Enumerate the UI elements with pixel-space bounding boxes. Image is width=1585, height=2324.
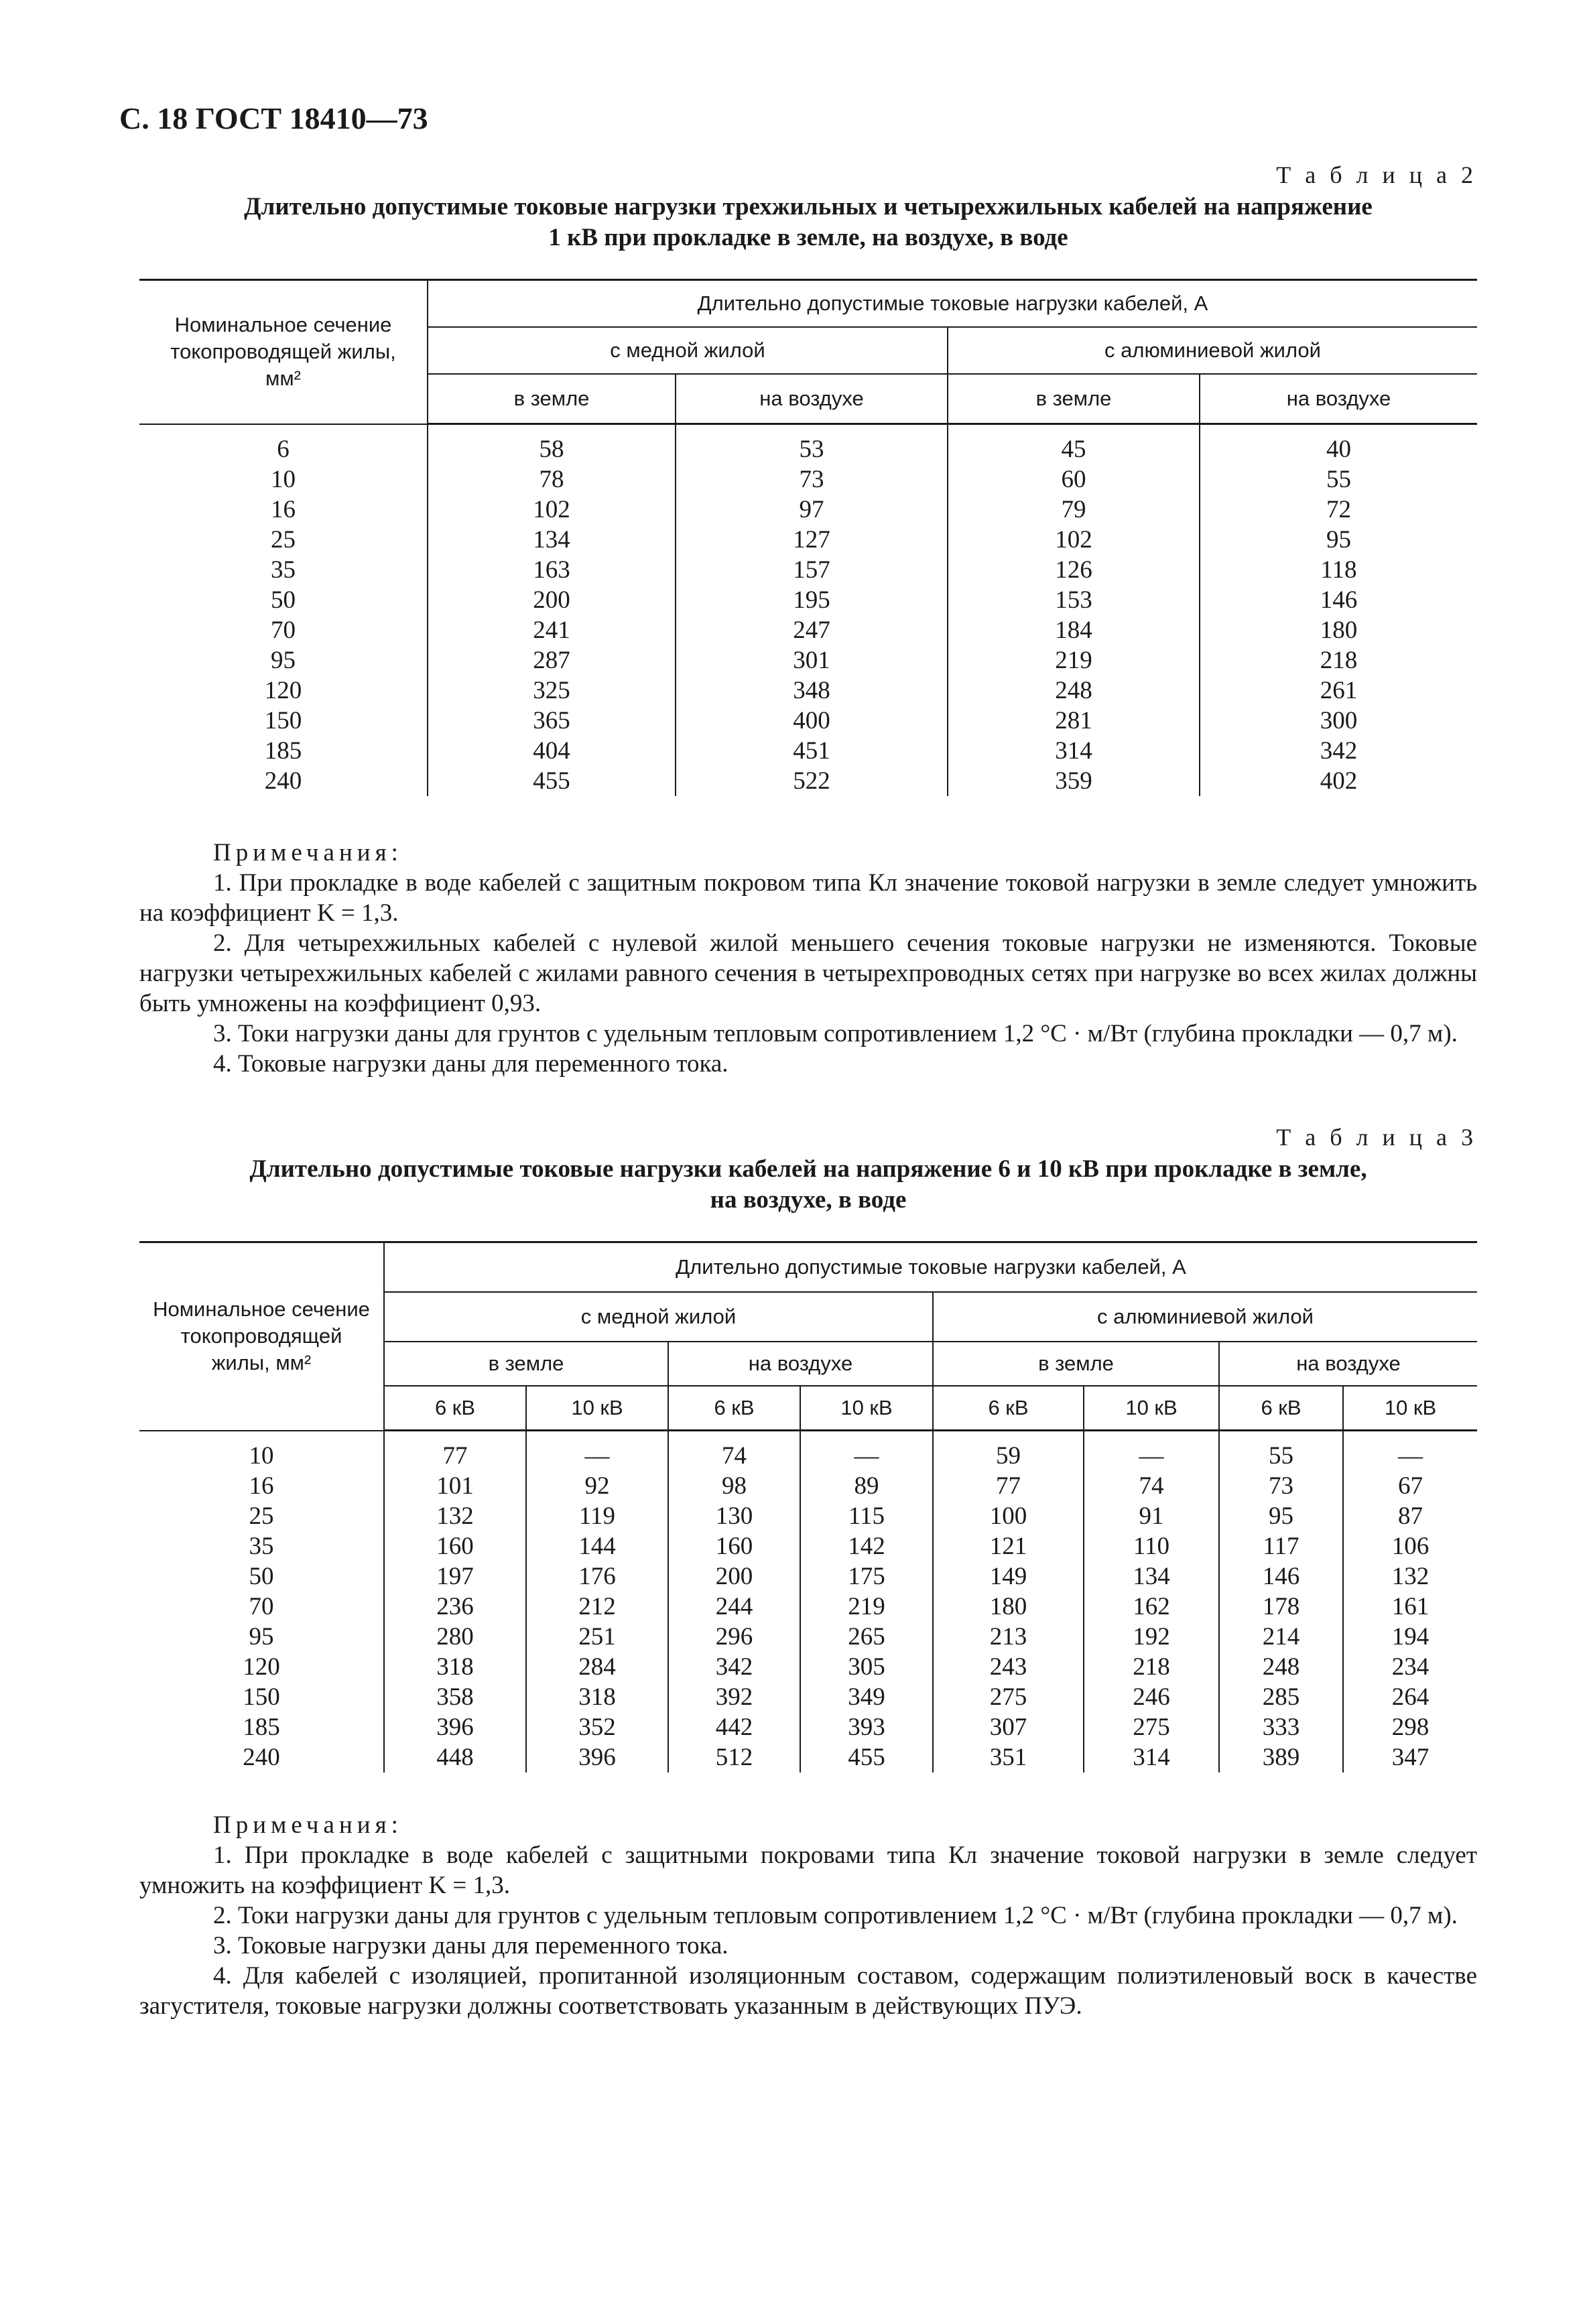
current-load-cell: 264 xyxy=(1343,1682,1477,1712)
current-load-cell: 77 xyxy=(933,1471,1084,1501)
current-load-cell: 442 xyxy=(668,1712,800,1742)
table-3-notes-title: Примечания: xyxy=(213,1811,403,1839)
current-load-cell: 100 xyxy=(933,1501,1084,1531)
current-load-cell: 89 xyxy=(800,1471,933,1501)
current-load-cell: 307 xyxy=(933,1712,1084,1742)
current-load-cell: 512 xyxy=(668,1742,800,1772)
current-load-cell: 115 xyxy=(800,1501,933,1531)
table-2-copper-header: с медной жилой xyxy=(428,327,948,374)
cross-section-cell: 50 xyxy=(139,1561,384,1592)
current-load-cell: 451 xyxy=(676,736,948,766)
cross-section-cell: 120 xyxy=(139,675,428,706)
table-3-copper-ground-header: в земле xyxy=(384,1342,668,1386)
table-3-group-header: Длительно допустимые токовые нагрузки кабелей, А xyxy=(384,1242,1477,1293)
cross-section-cell: 35 xyxy=(139,555,428,585)
current-load-cell: 275 xyxy=(933,1682,1084,1712)
table-row xyxy=(139,1652,1477,1682)
current-load-cell: 455 xyxy=(428,766,676,796)
current-load-cell: 95 xyxy=(1219,1501,1343,1531)
table-row xyxy=(139,1561,1477,1592)
table-2-note-1: 1. При прокладке в воде кабелей с защитным покровом типа Кл значение токовой нагрузки в земле следует умножить на коэффициент K = 1,3. xyxy=(139,869,1477,927)
current-load-cell: 130 xyxy=(668,1501,800,1531)
current-load-cell: 40 xyxy=(1200,424,1477,465)
current-load-cell: 404 xyxy=(428,736,676,766)
table-2-stub-header: Номинальное сечение токопроводящей жилы, мм² xyxy=(139,280,428,424)
current-load-cell: 134 xyxy=(1084,1561,1219,1592)
table-3-aluminum-header: с алюминиевой жилой xyxy=(933,1292,1477,1342)
table-2-aluminum-ground-header: в земле xyxy=(948,374,1200,424)
table-row xyxy=(139,736,1477,766)
table-row xyxy=(139,424,1477,465)
current-load-cell: 102 xyxy=(428,495,676,525)
current-load-cell: 287 xyxy=(428,645,676,675)
current-load-cell: 175 xyxy=(800,1561,933,1592)
current-load-cell: 342 xyxy=(1200,736,1477,766)
current-load-cell: 146 xyxy=(1219,1561,1343,1592)
current-load-cell: 106 xyxy=(1343,1531,1477,1561)
current-load-cell: 161 xyxy=(1343,1592,1477,1622)
current-load-cell: 251 xyxy=(526,1622,668,1652)
current-load-cell: 134 xyxy=(428,525,676,555)
current-load-cell: 244 xyxy=(668,1592,800,1622)
table-3 xyxy=(139,1241,1477,1772)
current-load-cell: 60 xyxy=(948,464,1200,495)
current-load-cell: — xyxy=(800,1431,933,1472)
current-load-cell: 218 xyxy=(1084,1652,1219,1682)
current-load-cell: 347 xyxy=(1343,1742,1477,1772)
current-load-cell: 197 xyxy=(384,1561,526,1592)
current-load-cell: 160 xyxy=(384,1531,526,1561)
current-load-cell: 393 xyxy=(800,1712,933,1742)
current-load-cell: 58 xyxy=(428,424,676,465)
current-load-cell: 349 xyxy=(800,1682,933,1712)
cross-section-cell: 95 xyxy=(139,1622,384,1652)
current-load-cell: 59 xyxy=(933,1431,1084,1472)
table-3-block xyxy=(139,1123,1477,2021)
table-2-copper-air-header: на воздухе xyxy=(676,374,948,424)
table-row xyxy=(139,585,1477,615)
table-3-kv10-header: 10 кВ xyxy=(1084,1386,1219,1431)
current-load-cell: 325 xyxy=(428,675,676,706)
current-load-cell: 358 xyxy=(384,1682,526,1712)
current-load-cell: 92 xyxy=(526,1471,668,1501)
table-3-body xyxy=(139,1431,1477,1773)
current-load-cell: 247 xyxy=(676,615,948,645)
current-load-cell: 365 xyxy=(428,706,676,736)
current-load-cell: 146 xyxy=(1200,585,1477,615)
table-row xyxy=(139,645,1477,675)
table-3-aluminum-ground-header: в земле xyxy=(933,1342,1219,1386)
table-2-caption-line-2: 1 кВ при прокладке в земле, на воздухе, в воде xyxy=(548,224,1068,251)
table-3-note-3: 3. Токовые нагрузки даны для переменного тока. xyxy=(213,1932,728,1959)
current-load-cell: 298 xyxy=(1343,1712,1477,1742)
table-3-copper-header: с медной жилой xyxy=(384,1292,933,1342)
table-2-note-4: 4. Токовые нагрузки даны для переменного тока. xyxy=(213,1050,728,1078)
table-3-caption-line-2: на воздухе, в воде xyxy=(710,1186,907,1214)
cross-section-cell: 16 xyxy=(139,1471,384,1501)
current-load-cell: 192 xyxy=(1084,1622,1219,1652)
table-row xyxy=(139,525,1477,555)
current-load-cell: 118 xyxy=(1200,555,1477,585)
current-load-cell: 522 xyxy=(676,766,948,796)
cross-section-cell: 240 xyxy=(139,1742,384,1772)
cross-section-cell: 16 xyxy=(139,495,428,525)
current-load-cell: 163 xyxy=(428,555,676,585)
current-load-cell: 132 xyxy=(1343,1561,1477,1592)
current-load-cell: 176 xyxy=(526,1561,668,1592)
table-2-aluminum-air-header: на воздухе xyxy=(1200,374,1477,424)
current-load-cell: 314 xyxy=(1084,1742,1219,1772)
table-row xyxy=(139,1712,1477,1742)
table-2-copper-ground-header: в земле xyxy=(428,374,676,424)
table-3-label: Т а б л и ц а 3 xyxy=(1276,1124,1477,1151)
current-load-cell: 280 xyxy=(384,1622,526,1652)
current-load-cell: 243 xyxy=(933,1652,1084,1682)
current-load-cell: 246 xyxy=(1084,1682,1219,1712)
current-load-cell: 448 xyxy=(384,1742,526,1772)
current-load-cell: 342 xyxy=(668,1652,800,1682)
current-load-cell: 212 xyxy=(526,1592,668,1622)
current-load-cell: 218 xyxy=(1200,645,1477,675)
cross-section-cell: 10 xyxy=(139,464,428,495)
current-load-cell: 392 xyxy=(668,1682,800,1712)
current-load-cell: 98 xyxy=(668,1471,800,1501)
current-load-cell: 97 xyxy=(676,495,948,525)
table-3-notes xyxy=(139,1810,1477,2021)
table-2-block xyxy=(139,161,1477,1079)
table-2-group-header: Длительно допустимые токовые нагрузки кабелей, А xyxy=(428,280,1477,328)
current-load-cell: 79 xyxy=(948,495,1200,525)
current-load-cell: — xyxy=(1343,1431,1477,1472)
cross-section-cell: 25 xyxy=(139,1501,384,1531)
current-load-cell: 127 xyxy=(676,525,948,555)
table-2 xyxy=(139,279,1477,796)
current-load-cell: 318 xyxy=(384,1652,526,1682)
table-3-stub-header: Номинальное сечение токопроводящей жилы, мм² xyxy=(139,1242,384,1431)
table-3-note-2: 2. Токи нагрузки даны для грунтов с удельным тепловым сопротивлением 1,2 °С · м/Вт (глубина прокладки — 0,7 м). xyxy=(213,1902,1458,1929)
table-2-body xyxy=(139,424,1477,797)
current-load-cell: 72 xyxy=(1200,495,1477,525)
current-load-cell: 55 xyxy=(1200,464,1477,495)
table-row xyxy=(139,675,1477,706)
cross-section-cell: 185 xyxy=(139,736,428,766)
table-2-notes-title: Примечания: xyxy=(213,839,403,866)
current-load-cell: 200 xyxy=(428,585,676,615)
table-row xyxy=(139,555,1477,585)
current-load-cell: 194 xyxy=(1343,1622,1477,1652)
cross-section-cell: 70 xyxy=(139,1592,384,1622)
current-load-cell: 333 xyxy=(1219,1712,1343,1742)
table-row xyxy=(139,1471,1477,1501)
current-load-cell: 180 xyxy=(933,1592,1084,1622)
cross-section-cell: 120 xyxy=(139,1652,384,1682)
current-load-cell: 55 xyxy=(1219,1431,1343,1472)
table-row xyxy=(139,766,1477,796)
current-load-cell: 281 xyxy=(948,706,1200,736)
table-3-aluminum-air-header: на воздухе xyxy=(1219,1342,1477,1386)
table-row xyxy=(139,495,1477,525)
cross-section-cell: 185 xyxy=(139,1712,384,1742)
current-load-cell: 284 xyxy=(526,1652,668,1682)
current-load-cell: 142 xyxy=(800,1531,933,1561)
current-load-cell: 275 xyxy=(1084,1712,1219,1742)
current-load-cell: 265 xyxy=(800,1622,933,1652)
table-2-note-3: 3. Токи нагрузки даны для грунтов с удельным тепловым сопротивлением 1,2 °С · м/Вт (глубина прокладки — 0,7 м). xyxy=(213,1020,1458,1047)
current-load-cell: — xyxy=(1084,1431,1219,1472)
table-row xyxy=(139,1622,1477,1652)
table-2-caption-line-1: Длительно допустимые токовые нагрузки трехжильных и четырехжильных кабелей на напряжение xyxy=(244,193,1373,220)
current-load-cell: 305 xyxy=(800,1652,933,1682)
current-load-cell: 455 xyxy=(800,1742,933,1772)
table-3-kv6-header: 6 кВ xyxy=(384,1386,526,1431)
table-3-kv10-header: 10 кВ xyxy=(526,1386,668,1431)
current-load-cell: 110 xyxy=(1084,1531,1219,1561)
current-load-cell: 126 xyxy=(948,555,1200,585)
table-row xyxy=(139,1431,1477,1472)
table-3-kv6-header: 6 кВ xyxy=(1219,1386,1343,1431)
table-row xyxy=(139,1531,1477,1561)
table-2-caption xyxy=(139,192,1477,253)
current-load-cell: 184 xyxy=(948,615,1200,645)
table-3-note-4: 4. Для кабелей с изоляцией, пропитанной изоляционным составом, содержащим полиэтиленовый воск в качестве загустителя, токовые нагрузки должны соответствовать указанным в действующих ПУЭ. xyxy=(139,1962,1477,2020)
current-load-cell: 396 xyxy=(526,1742,668,1772)
table-row xyxy=(139,1682,1477,1712)
cross-section-cell: 25 xyxy=(139,525,428,555)
current-load-cell: 248 xyxy=(1219,1652,1343,1682)
table-row xyxy=(139,615,1477,645)
current-load-cell: 248 xyxy=(948,675,1200,706)
current-load-cell: 400 xyxy=(676,706,948,736)
table-3-caption xyxy=(139,1154,1477,1216)
current-load-cell: 78 xyxy=(428,464,676,495)
current-load-cell: 73 xyxy=(1219,1471,1343,1501)
table-row xyxy=(139,1501,1477,1531)
current-load-cell: 73 xyxy=(676,464,948,495)
current-load-cell: 87 xyxy=(1343,1501,1477,1531)
table-3-caption-line-1: Длительно допустимые токовые нагрузки кабелей на напряжение 6 и 10 кВ при прокладке в земле, xyxy=(249,1155,1367,1183)
current-load-cell: 195 xyxy=(676,585,948,615)
current-load-cell: 314 xyxy=(948,736,1200,766)
current-load-cell: 389 xyxy=(1219,1742,1343,1772)
current-load-cell: 102 xyxy=(948,525,1200,555)
current-load-cell: 119 xyxy=(526,1501,668,1531)
current-load-cell: 261 xyxy=(1200,675,1477,706)
table-3-kv10-header: 10 кВ xyxy=(800,1386,933,1431)
current-load-cell: 285 xyxy=(1219,1682,1343,1712)
table-2-label: Т а б л и ц а 2 xyxy=(1276,162,1477,188)
table-3-kv6-header: 6 кВ xyxy=(668,1386,800,1431)
table-3-copper-air-header: на воздухе xyxy=(668,1342,933,1386)
table-2-aluminum-header: с алюминиевой жилой xyxy=(948,327,1477,374)
current-load-cell: 396 xyxy=(384,1712,526,1742)
current-load-cell: — xyxy=(526,1431,668,1472)
current-load-cell: 162 xyxy=(1084,1592,1219,1622)
current-load-cell: 402 xyxy=(1200,766,1477,796)
current-load-cell: 296 xyxy=(668,1622,800,1652)
table-row xyxy=(139,464,1477,495)
cross-section-cell: 95 xyxy=(139,645,428,675)
table-row xyxy=(139,1592,1477,1622)
current-load-cell: 300 xyxy=(1200,706,1477,736)
current-load-cell: 348 xyxy=(676,675,948,706)
current-load-cell: 178 xyxy=(1219,1592,1343,1622)
cross-section-cell: 10 xyxy=(139,1431,384,1472)
current-load-cell: 117 xyxy=(1219,1531,1343,1561)
current-load-cell: 234 xyxy=(1343,1652,1477,1682)
current-load-cell: 200 xyxy=(668,1561,800,1592)
current-load-cell: 236 xyxy=(384,1592,526,1622)
cross-section-cell: 150 xyxy=(139,1682,384,1712)
table-row xyxy=(139,1742,1477,1772)
page-header: С. 18 ГОСТ 18410—73 xyxy=(119,101,428,135)
current-load-cell: 91 xyxy=(1084,1501,1219,1531)
current-load-cell: 67 xyxy=(1343,1471,1477,1501)
current-load-cell: 132 xyxy=(384,1501,526,1531)
cross-section-cell: 50 xyxy=(139,585,428,615)
current-load-cell: 149 xyxy=(933,1561,1084,1592)
current-load-cell: 74 xyxy=(1084,1471,1219,1501)
current-load-cell: 157 xyxy=(676,555,948,585)
current-load-cell: 53 xyxy=(676,424,948,465)
table-3-kv10-header: 10 кВ xyxy=(1343,1386,1477,1431)
current-load-cell: 153 xyxy=(948,585,1200,615)
table-3-kv6-header: 6 кВ xyxy=(933,1386,1084,1431)
current-load-cell: 214 xyxy=(1219,1622,1343,1652)
current-load-cell: 213 xyxy=(933,1622,1084,1652)
current-load-cell: 144 xyxy=(526,1531,668,1561)
current-load-cell: 101 xyxy=(384,1471,526,1501)
cross-section-cell: 35 xyxy=(139,1531,384,1561)
table-3-note-1: 1. При прокладке в воде кабелей с защитными покровами типа Кл значение токовой нагрузки в земле следует умножить на коэффициент K = 1,3. xyxy=(139,1842,1477,1899)
cross-section-cell: 240 xyxy=(139,766,428,796)
table-2-note-2: 2. Для четырехжильных кабелей с нулевой жилой меньшего сечения токовые нагрузки не изменяются. Токовые нагрузки четырехжильных кабелей с жилами равного сечения в четырехпроводных сетях при нагрузке во всех жилах должны быть умножены на коэффициент 0,93. xyxy=(139,929,1477,1017)
current-load-cell: 351 xyxy=(933,1742,1084,1772)
table-row xyxy=(139,706,1477,736)
current-load-cell: 359 xyxy=(948,766,1200,796)
cross-section-cell: 6 xyxy=(139,424,428,465)
current-load-cell: 352 xyxy=(526,1712,668,1742)
current-load-cell: 241 xyxy=(428,615,676,645)
table-2-notes xyxy=(139,838,1477,1079)
current-load-cell: 121 xyxy=(933,1531,1084,1561)
current-load-cell: 219 xyxy=(800,1592,933,1622)
current-load-cell: 301 xyxy=(676,645,948,675)
current-load-cell: 74 xyxy=(668,1431,800,1472)
current-load-cell: 45 xyxy=(948,424,1200,465)
current-load-cell: 160 xyxy=(668,1531,800,1561)
current-load-cell: 318 xyxy=(526,1682,668,1712)
current-load-cell: 95 xyxy=(1200,525,1477,555)
current-load-cell: 219 xyxy=(948,645,1200,675)
current-load-cell: 180 xyxy=(1200,615,1477,645)
current-load-cell: 77 xyxy=(384,1431,526,1472)
cross-section-cell: 150 xyxy=(139,706,428,736)
cross-section-cell: 70 xyxy=(139,615,428,645)
